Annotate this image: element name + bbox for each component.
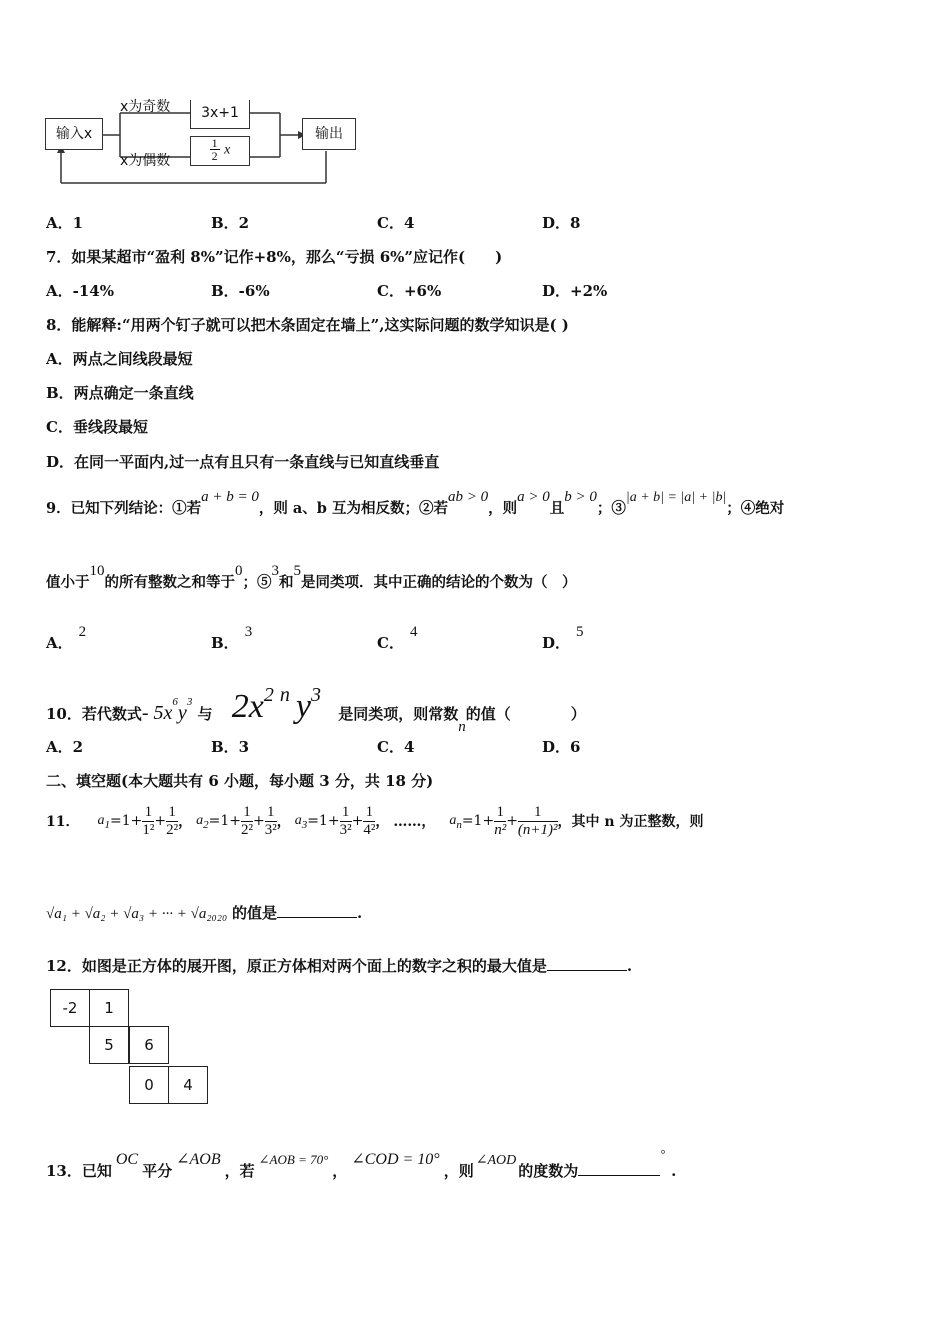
even-op-var: x	[224, 142, 231, 158]
q11-frac-2a-den: 2²	[240, 821, 253, 838]
q11-frac-nb-den: (n+1)²	[517, 821, 558, 838]
cube-cell: 5	[89, 1026, 129, 1064]
q10-text-2: 与	[197, 705, 213, 723]
q10-math-2-yexp: 3	[310, 684, 321, 706]
q9-option-c-value: 4	[409, 624, 418, 640]
q12-stem	[46, 955, 632, 976]
q11-line1	[46, 796, 703, 846]
q11-frac-3b-num: 1	[363, 804, 375, 822]
q11-comma-2: ，	[276, 814, 291, 830]
q11-a1: a	[97, 813, 105, 828]
q13-math-5: ∠AOD	[475, 1153, 517, 1168]
q13-text-5: ，则	[443, 1162, 474, 1180]
q9-math-6: 10	[89, 563, 105, 579]
q13-math-1: OC	[115, 1151, 139, 1168]
q9-text-1: 9．已知下列结论：①若	[46, 500, 202, 517]
q11-a1-sub: 1	[104, 819, 110, 831]
q9-option-c[interactable]	[377, 624, 418, 653]
q11-a3-sub: 3	[301, 819, 308, 831]
q11-dots: ……，	[393, 814, 436, 830]
q11-frac-2b-num: 1	[265, 804, 277, 822]
q9-text-10: 和	[279, 574, 294, 591]
q11-an-sub: n	[456, 819, 462, 831]
even-op-num: 1	[211, 136, 218, 150]
q11-eq-n: =1+	[461, 813, 495, 829]
q10-math-1: - 5x	[141, 702, 173, 724]
output-label: 输出	[315, 126, 343, 142]
q7-option-c[interactable]: C．+6%	[377, 282, 442, 300]
q11-line2	[46, 902, 362, 923]
even-op-box	[190, 136, 250, 166]
q13-text-6: 的度数为	[518, 1162, 579, 1180]
q7-option-b[interactable]: B．-6%	[211, 282, 270, 300]
q11-plus-1: +	[154, 813, 167, 829]
q9-option-b[interactable]	[211, 624, 253, 653]
q7-option-a[interactable]: A．-14%	[46, 282, 114, 300]
q13-text-3: ，若	[224, 1162, 255, 1180]
q9-option-a-value: 2	[78, 624, 87, 640]
input-label: 输入x	[55, 126, 93, 142]
q11-frac-1a-num: 1	[142, 804, 154, 822]
even-op-fraction	[210, 137, 220, 162]
q9-math-9: 5	[293, 563, 301, 579]
q13-math-3: ∠AOB = 70°	[258, 1152, 329, 1167]
q11-number: 11．	[46, 814, 80, 830]
q13-degree-sign: °	[660, 1147, 666, 1161]
q9-option-c-letter: C．	[377, 634, 404, 652]
q11-frac-1a	[142, 804, 154, 839]
q7-option-d[interactable]: D．+2%	[542, 282, 608, 300]
q13-end: .	[671, 1162, 677, 1180]
q11-plus-2: +	[252, 813, 265, 829]
q9-math-8: 3	[271, 563, 279, 579]
q9-option-b-letter: B．	[211, 634, 239, 652]
q13-stem	[46, 1147, 677, 1181]
q6-option-a[interactable]: A．1	[46, 214, 84, 232]
q8-option-b[interactable]: B．两点确定一条直线	[46, 384, 194, 402]
cube-cell: 6	[129, 1026, 169, 1064]
q11-frac-2b	[265, 804, 277, 839]
q11-frac-na-den: n²	[494, 821, 507, 838]
q13-answer-blank[interactable]	[578, 1161, 660, 1176]
q11-comma-3: ，	[375, 814, 390, 830]
odd-label: x为奇数	[120, 99, 171, 115]
q11-eq-2: =1+	[208, 813, 241, 829]
q11-sum-tail: 的值是	[231, 904, 277, 922]
q9-text-4: 且	[549, 500, 565, 517]
q9-math-2: ab > 0	[447, 489, 489, 505]
q9-math-5: |a + b| = |a| + |b|	[625, 490, 727, 505]
q10-text-1: 10．若代数式	[46, 705, 142, 723]
cube-cell: -2	[50, 989, 90, 1027]
q10-text-4: 的值（ ）	[465, 705, 586, 723]
odd-op-box	[190, 100, 250, 129]
q8-stem: 8．能解释:“用两个钉子就可以把木条固定在墙上”,这实际问题的数学知识是( )	[46, 316, 569, 334]
q13-text-2: 平分	[142, 1162, 173, 1180]
q11-plus-n: +	[506, 813, 518, 829]
q7-stem: 7．如果某超市“盈利 8%”记作+8%，那么“亏损 6%”应记作( )	[46, 248, 503, 266]
q9-text-6: ；④绝对	[726, 500, 785, 517]
q9-text-9: ；⑤	[242, 574, 272, 591]
q9-math-3: a > 0	[517, 489, 550, 505]
q11-eq-3: =1+	[307, 813, 340, 829]
cube-cell: 4	[168, 1066, 208, 1104]
q11-eq-1: =1+	[109, 813, 143, 829]
q9-text-8: 的所有整数之和等于	[104, 574, 235, 591]
q11-comma-1: ，	[178, 814, 193, 830]
q10-text-3: 是同类项，则常数	[338, 705, 459, 723]
q10-math-2-y: y	[295, 688, 311, 725]
q9-text-7: 值小于	[46, 574, 90, 591]
q11-frac-2a	[241, 804, 253, 839]
q13-text-1: 13．已知	[46, 1162, 112, 1180]
q10-option-d[interactable]: D．6	[542, 738, 581, 756]
q11-answer-blank[interactable]	[277, 903, 357, 918]
q11-frac-2b-den: 3²	[264, 821, 277, 838]
q8-option-a[interactable]: A．两点之间线段最短	[46, 350, 193, 368]
q11-frac-3a-num: 1	[340, 804, 352, 822]
q9-option-d-value: 5	[576, 624, 584, 640]
q11-frac-3b-den: 4²	[363, 821, 376, 838]
q10-option-b[interactable]: B．3	[211, 738, 250, 756]
q11-frac-3a-den: 3²	[339, 821, 352, 838]
q9-math-4: b > 0	[564, 489, 597, 505]
q10-option-a[interactable]: A．2	[46, 738, 84, 756]
q10-math-1-y: y	[177, 702, 187, 724]
q12-answer-blank[interactable]	[547, 956, 627, 971]
q9-text-5: ；③	[596, 500, 626, 517]
q13-math-2: ∠AOB	[176, 1151, 221, 1168]
q9-option-d[interactable]	[542, 624, 584, 653]
q9-text-2: ，则 a、b 互为相反数；②若	[258, 500, 448, 517]
q12-stem-text: 12．如图是正方体的展开图，原正方体相对两个面上的数字之积的最大值是	[46, 957, 547, 975]
q11-frac-3b	[363, 804, 375, 839]
q13-text-4: ，	[332, 1162, 348, 1180]
q10-math-3: n	[458, 719, 466, 735]
q9-text-11: 是同类项．其中正确的结论的个数为（ ）	[301, 574, 577, 591]
q11-frac-1b-den: 2²	[166, 821, 179, 838]
q11-frac-1b	[166, 804, 178, 839]
even-op-den: 2	[211, 149, 218, 163]
q9-line2	[46, 563, 577, 592]
q9-math-1: a + b = 0	[201, 489, 259, 505]
q12-end: .	[626, 957, 633, 975]
q11-a2: a	[196, 813, 204, 828]
q11-frac-1a-den: 1²	[142, 821, 155, 838]
q10-option-c[interactable]: C．4	[377, 738, 415, 756]
q11-frac-nb	[518, 804, 558, 839]
q11-a3: a	[294, 813, 302, 828]
q6-option-c[interactable]: C．4	[377, 214, 415, 232]
q9-option-a[interactable]	[46, 624, 87, 653]
input-box	[45, 118, 103, 150]
q11-frac-1b-num: 1	[166, 804, 178, 822]
q9-option-d-letter: D．	[542, 634, 571, 652]
q11-frac-na	[494, 804, 506, 839]
q11-plus-3: +	[351, 813, 364, 829]
even-label: x为偶数	[120, 153, 171, 169]
q9-math-7: 0	[235, 563, 243, 579]
q11-frac-3a	[340, 804, 352, 839]
q10-math-1-exp: 6	[172, 696, 178, 708]
q11-end: .	[356, 904, 363, 922]
q10-math-1-yexp: 3	[186, 696, 193, 708]
q6-option-d[interactable]: D．8	[542, 214, 581, 232]
q9-line1	[46, 489, 785, 518]
output-box	[302, 118, 356, 150]
q9-option-b-value: 3	[244, 624, 253, 640]
q10-math-2-exp: 2n	[263, 684, 296, 706]
q9-text-3: ，则	[488, 500, 518, 517]
q13-math-4: ∠COD = 10°	[351, 1151, 440, 1168]
q11-a2-sub: 2	[203, 819, 209, 831]
q10-stem	[46, 676, 586, 735]
q10-math-2: 2x	[231, 688, 264, 725]
q8-option-c[interactable]: C．垂线段最短	[46, 418, 148, 436]
q11-sum: √a₁ + √a₂ + √a₃ + ··· + √a₂₀₂₀	[46, 906, 228, 922]
q11-frac-na-num: 1	[494, 804, 506, 822]
q11-tail: ，其中 n 为正整数，则	[557, 814, 704, 830]
q6-option-b[interactable]: B．2	[211, 214, 250, 232]
q11-frac-nb-num: 1	[518, 804, 558, 822]
q8-option-d[interactable]: D．在同一平面内,过一点有且只有一条直线与已知直线垂直	[46, 453, 440, 471]
q11-an: a	[449, 813, 457, 828]
section-2-heading: 二、填空题(本大题共有 6 小题，每小题 3 分，共 18 分)	[46, 772, 434, 790]
q9-option-a-letter: A．	[46, 634, 73, 652]
odd-op: 3x+1	[201, 105, 239, 121]
cube-cell: 1	[89, 989, 129, 1027]
cube-cell: 0	[129, 1066, 169, 1104]
q11-frac-2a-num: 1	[241, 804, 253, 822]
